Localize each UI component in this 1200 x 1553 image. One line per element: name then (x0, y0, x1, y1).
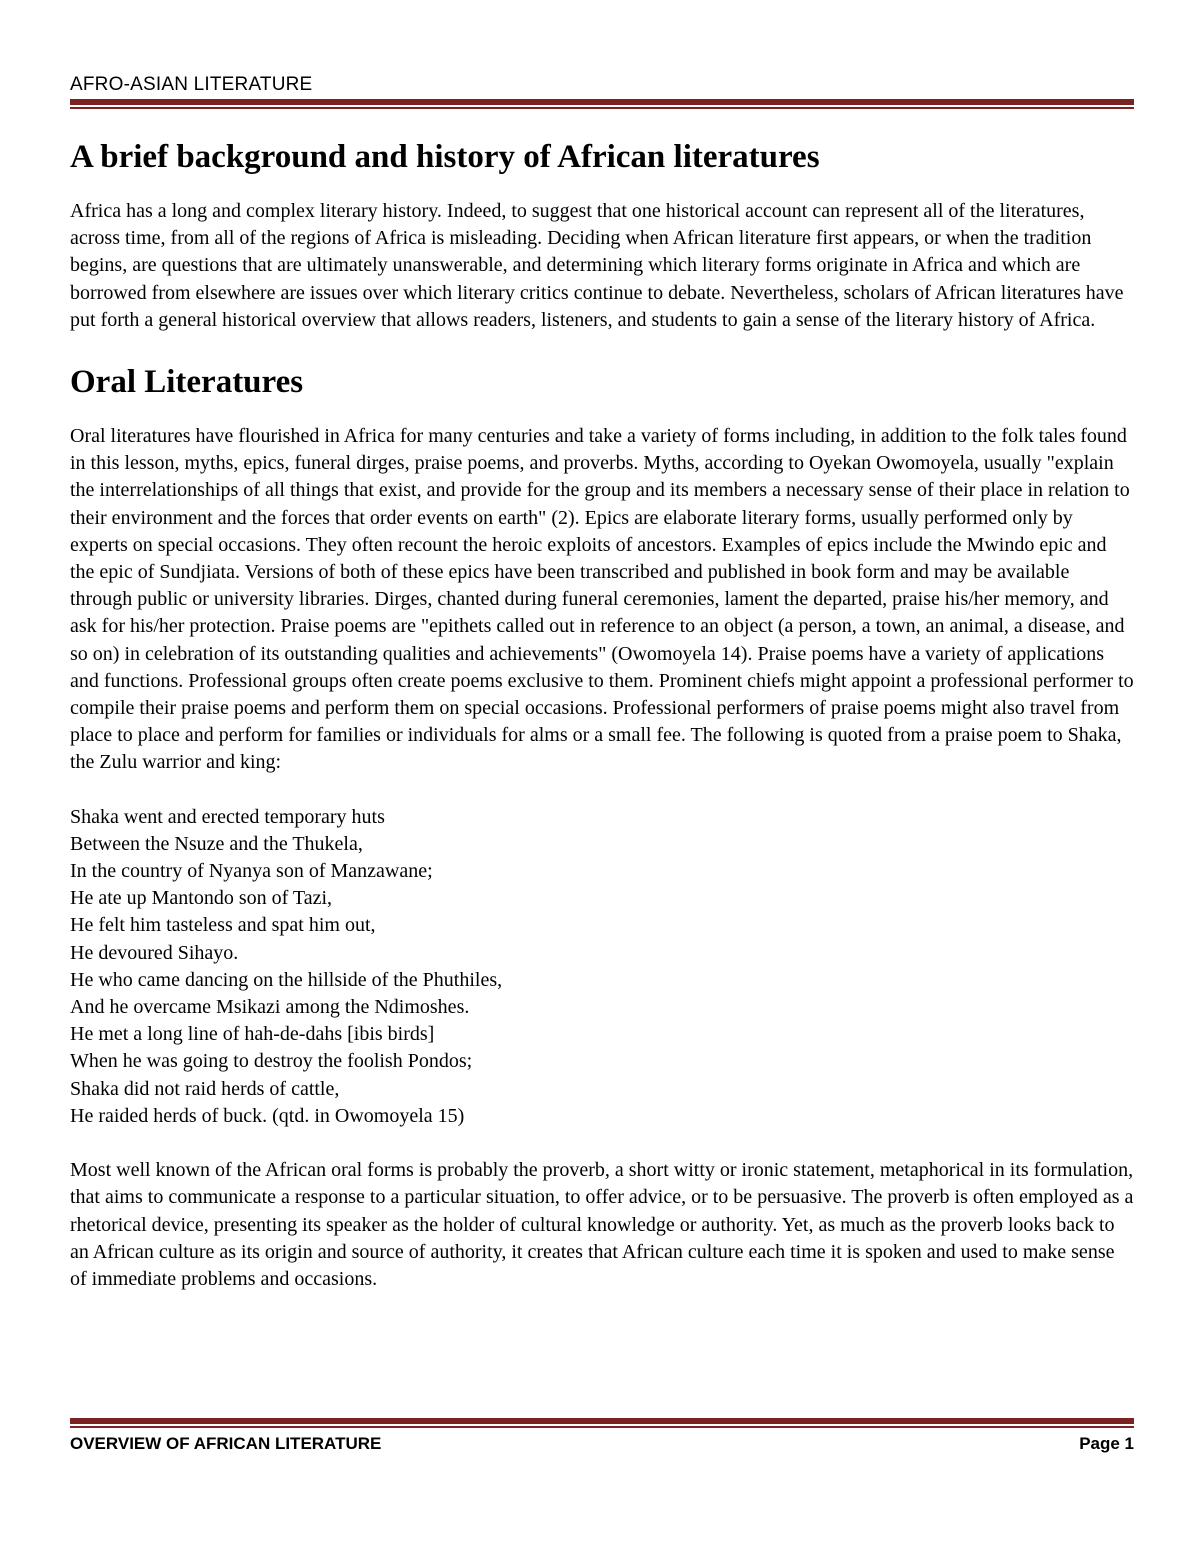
footer-rule-thick (70, 1418, 1134, 1424)
document-body (70, 136, 1134, 1293)
section-heading-oral-literatures: Oral Literatures (70, 364, 304, 401)
page-number: Page 1 (1079, 1434, 1134, 1453)
poem-line: In the country of Nyanya son of Manzawane; (70, 860, 433, 883)
intro-paragraph: Africa has a long and complex literary history. Indeed, to suggest that one historical account can represent all of the literatures, across time, from all of the regions of Africa is misleading. Deciding when African literature first appears, or when the tradition begins, are questions that are ultimately unanswerable, and determining which literary forms originate in Africa and which are borrowed from elsewhere are issues over which literary critics continue to debate. Nevertheless, scholars of African literatures have put forth a general historical overview that allows readers, listeners, and students to gain a sense of the literary history of Africa. (70, 200, 1124, 331)
poem-line: Between the Nsuze and the Thukela, (70, 832, 363, 855)
running-header: AFRO-ASIAN LITERATURE (70, 74, 313, 95)
poem-line: He raided herds of buck. (qtd. in Owomoyela 15) (70, 1104, 465, 1127)
document-title: A brief background and history of African literatures (70, 139, 820, 175)
poem-line: He ate up Mantondo son of Tazi, (70, 887, 333, 910)
poem-line: He devoured Sihayo. (70, 941, 239, 964)
header-rule-thin (70, 107, 1134, 109)
poem-line: He who came dancing on the hillside of the Phuthiles, (70, 968, 503, 991)
oral-literatures-paragraph: Oral literatures have flourished in Africa for many centuries and take a variety of forms including, in addition to the folk tales found in this lesson, myths, epics, funeral dirges, praise poems, and proverbs. Myths, according to Oyekan Owomoyela, usually "explain the interrelationships of all things that exist, and provide for the group and its members a necessary sense of their place in relation to their environment and the forces that order events on earth" (2). Epics are elaborate literary forms, usually performed only by experts on special occasions. They often recount the heroic exploits of ancestors. Examples of epics include the Mwindo epic and the epic of Sundjiata. Versions of both of these epics have been transcribed and published in book form and may be available through public or university libraries. Dirges, chanted during funeral ceremonies, lament the departed, praise his/her memory, and ask for his/her protection. Praise poems are "epithets called out in reference to an object (a person, a town, an animal, a disease, and so on) in celebration of its outstanding qualities and achievements" (Owomoyela 14). Praise poems have a variety of applications and functions. Professional groups often create poems exclusive to them. Prominent chiefs might appoint a professional performer to compile their praise poems and perform them on special occasions. Professional performers of praise poems might also travel from place to place and perform for families or individuals for alms or a small fee. The following is quoted from a praise poem to Shaka, the Zulu warrior and king: (70, 425, 1134, 774)
header-rule-thick (70, 99, 1134, 105)
poem-line: Shaka did not raid herds of cattle, (70, 1077, 340, 1100)
praise-poem (70, 804, 1134, 1130)
poem-line: He felt him tasteless and spat him out, (70, 914, 376, 937)
footer-rule-thin (70, 1426, 1134, 1428)
footer-title: OVERVIEW OF AFRICAN LITERATURE (70, 1434, 382, 1453)
poem-line: And he overcame Msikazi among the Ndimoshes. (70, 996, 470, 1019)
poem-line: When he was going to destroy the foolish Pondos; (70, 1050, 473, 1073)
poem-line: He met a long line of hah-de-dahs [ibis birds] (70, 1023, 435, 1046)
poem-line: Shaka went and erected temporary huts (70, 805, 385, 828)
proverb-paragraph: Most well known of the African oral forms is probably the proverb, a short witty or ironic statement, metaphorical in its formulation, that aims to communicate a response to a particular situation, to offer advice, or to be persuasive. The proverb is often employed as a rhetorical device, presenting its speaker as the holder of cultural knowledge or authority. Yet, as much as the proverb looks back to an African culture as its origin and source of authority, it creates that African culture each time it is spoken and used to make sense of immediate problems and occasions. (70, 1159, 1134, 1290)
